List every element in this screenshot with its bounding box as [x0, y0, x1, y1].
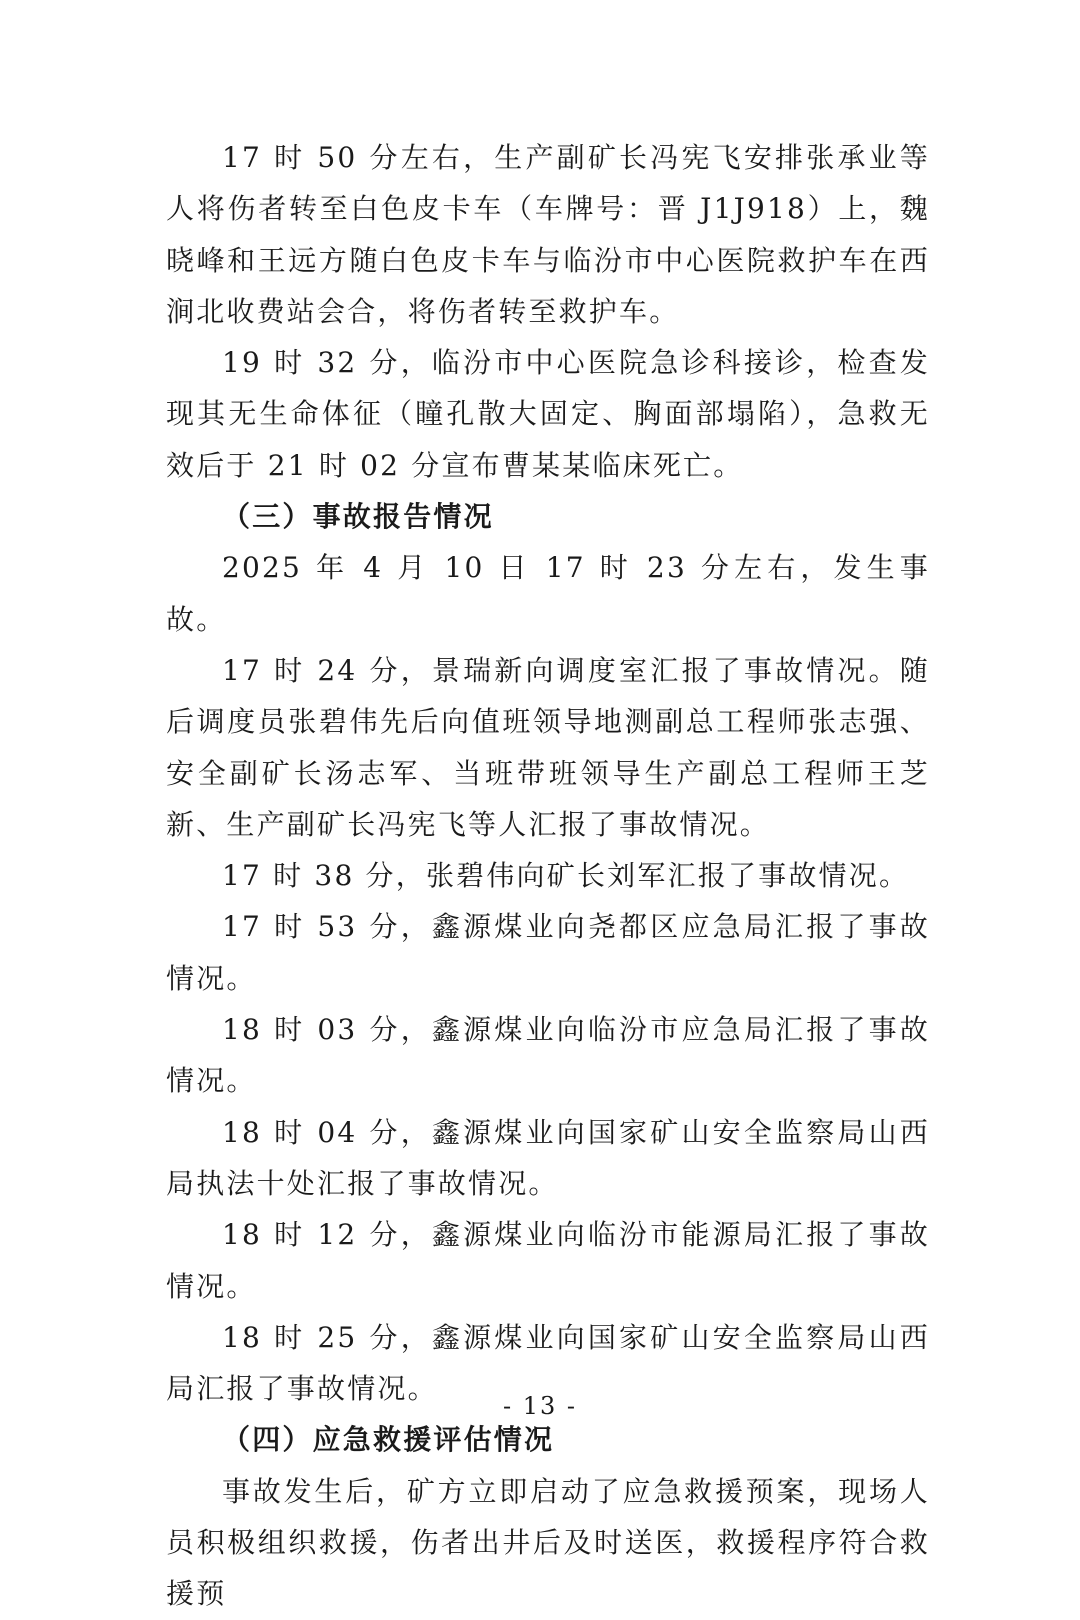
paragraph-dispatch-report: 17 时 24 分，景瑞新向调度室汇报了事故情况。随后调度员张碧伟先后向值班领导地测副总工程师张志强、安全副矿长汤志军、当班带班领导生产副总工程师王芝新、生产副矿长冯宪飞等人汇报了事故情况。: [166, 653, 930, 841]
paragraph-report-shanxi-bureau: 18 时 25 分，鑫源煤业向国家矿山安全监察局山西局汇报了事故情况。: [166, 1320, 930, 1406]
page-number: - 13 -: [502, 1392, 577, 1420]
paragraph-rescue-evaluation: 事故发生后，矿方立即启动了应急救援预案，现场人员积极组织救援，伤者出井后及时送医，救援程序符合救援预: [166, 1474, 930, 1611]
paragraph-report-enforcement-office: 18 时 04 分，鑫源煤业向国家矿山安全监察局山西局执法十处汇报了事故情况。: [166, 1115, 930, 1200]
paragraph-hospital-diagnosis: 19 时 32 分，临汾市中心医院急诊科接诊，检查发现其无生命体征（瞳孔散大固定、胸面部塌陷），急救无效后于 21 时 02 分宣布曹某某临床死亡。: [166, 346, 930, 482]
section-heading-accident-report: （三）事故报告情况: [222, 500, 494, 534]
paragraph-report-district: 17 时 53 分，鑫源煤业向尧都区应急局汇报了事故情况。: [166, 910, 930, 995]
paragraph-report-energy-bureau: 18 时 12 分，鑫源煤业向临汾市能源局汇报了事故情况。: [166, 1218, 930, 1303]
paragraph-transfer-to-ambulance: 17 时 50 分左右，生产副矿长冯宪飞安排张承业等人将伤者转至白色皮卡车（车牌号：晋 J1J918）上，魏晓峰和王远方随白色皮卡车与临汾市中心医院救护车在西涧北收费站会合，将伤者转至救护车。: [166, 141, 930, 328]
section-heading-rescue-evaluation: （四）应急救援评估情况: [222, 1423, 555, 1457]
paragraph-report-city-emergency: 18 时 03 分，鑫源煤业向临汾市应急局汇报了事故情况。: [166, 1013, 930, 1098]
paragraph-accident-time: 2025 年 4 月 10 日 17 时 23 分左右，发生事故。: [166, 551, 930, 636]
paragraph-report-mine-director: 17 时 38 分，张碧伟向矿长刘军汇报了事故情况。: [222, 859, 910, 893]
